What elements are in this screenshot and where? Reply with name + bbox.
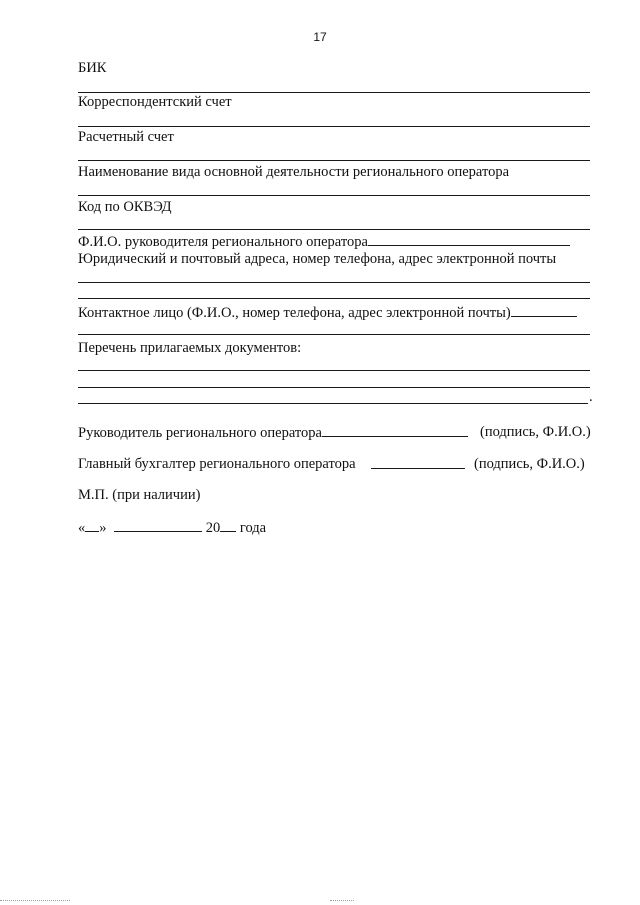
corr-account-label: Корреспондентский счет (78, 94, 232, 110)
date-close-quote: » (99, 520, 107, 536)
head-name-label: Ф.И.О. руководителя регионального оператора (78, 234, 368, 250)
accountant-signature-label: Главный бухгалтер регионального оператора (78, 456, 356, 472)
head-name-row (78, 233, 570, 250)
activity-name-label: Наименование вида основной деятельности регионального оператора (78, 164, 510, 180)
documents-line-1[interactable] (78, 370, 590, 371)
head-signature-row (78, 424, 468, 441)
documents-line-3[interactable] (78, 403, 588, 404)
documents-label: Перечень прилагаемых документов: (78, 340, 302, 356)
date-year-suffix: года (239, 520, 267, 536)
corr-account-line[interactable] (78, 126, 590, 127)
page-number: 17 (313, 30, 327, 44)
contact-row (78, 304, 577, 321)
contact-blank[interactable] (511, 304, 577, 317)
date-year-blank[interactable] (220, 519, 236, 532)
accountant-signature-hint: (подпись, Ф.И.О.) (474, 456, 585, 472)
head-signature-hint: (подпись, Ф.И.О.) (480, 424, 591, 440)
scan-edge-mark (0, 900, 70, 901)
date-open-quote: « (78, 520, 86, 536)
addresses-line-2[interactable] (78, 298, 590, 299)
documents-end-dot: . (589, 389, 593, 405)
head-signature-blank[interactable] (322, 424, 468, 437)
bik-line[interactable] (78, 92, 590, 93)
date-day-blank[interactable] (85, 519, 99, 532)
head-name-blank[interactable] (368, 233, 570, 246)
accountant-signature-blank[interactable] (371, 456, 465, 469)
addresses-line-1[interactable] (78, 282, 590, 283)
date-year-prefix: 20 (205, 520, 221, 536)
activity-name-line[interactable] (78, 195, 590, 196)
documents-line-2[interactable] (78, 387, 590, 388)
settlement-account-line[interactable] (78, 160, 590, 161)
stamp-label: М.П. (при наличии) (78, 487, 201, 503)
okved-line[interactable] (78, 229, 590, 230)
okved-label: Код по ОКВЭД (78, 199, 172, 215)
contact-line[interactable] (78, 334, 590, 335)
date-month-blank[interactable] (114, 519, 202, 532)
head-signature-label: Руководитель регионального оператора (78, 425, 322, 441)
scan-edge-mark (330, 900, 354, 901)
settlement-account-label: Расчетный счет (78, 129, 174, 145)
date-row (78, 519, 266, 536)
bik-label: БИК (78, 60, 107, 76)
contact-label: Контактное лицо (Ф.И.О., номер телефона, адрес электронной почты) (78, 305, 511, 321)
addresses-label: Юридический и почтовый адреса, номер телефона, адрес электронной почты (78, 251, 557, 267)
